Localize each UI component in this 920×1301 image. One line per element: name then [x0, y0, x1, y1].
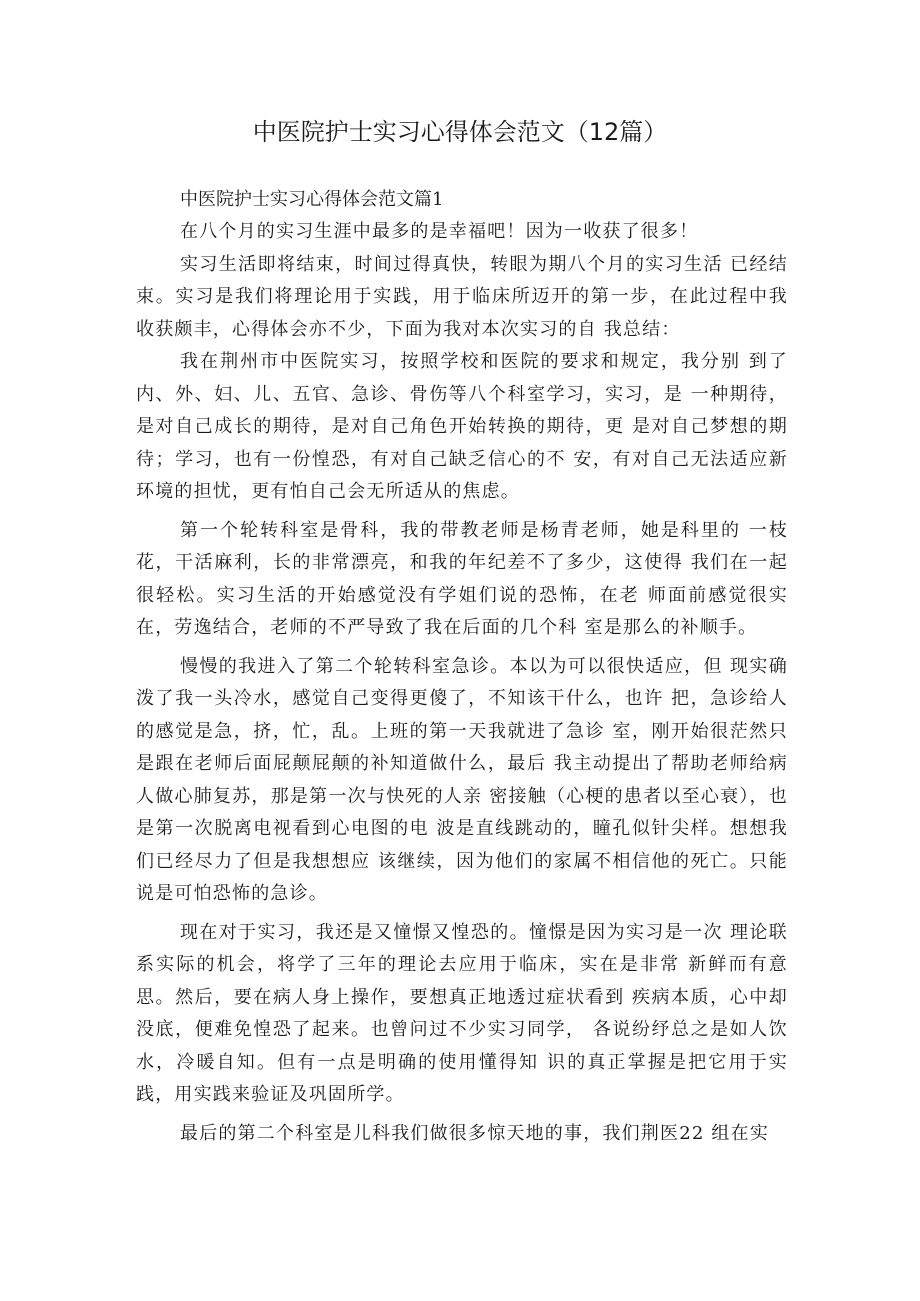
document-title: 中医院护士实习心得体会范文（12篇） — [252, 118, 668, 146]
document-body — [136, 184, 788, 1156]
section-heading: 中医院护士实习心得体会范文篇1 — [180, 189, 444, 210]
paragraph-7: 最后的第二个科室是儿科我们做很多惊天地的事，我们荆医22 组在实 — [180, 1122, 770, 1144]
paragraph-1: 在八个月的实习生涯中最多的是幸福吧！因为一收获了很多！ — [180, 221, 699, 242]
paragraph-4: 第一个轮转科室是骨科，我的带教老师是杨青老师，她是科里的 一枝花，干活麻利，长的非常漂亮，和我的年纪差不了多少，这使得 我们在一起很轻松。实习生活的开始感觉没有学姐们说的恐怖，在老 师面前感觉很实在，劳逸结合，老师的不严导致了我在后面的几个科 室是那么的补顺手。 — [136, 519, 788, 638]
paragraph-3: 我在荆州市中医院实习，按照学校和医院的要求和规定，我分别 到了内、外、妇、儿、五官、急诊、骨伤等八个科室学习，实习，是 一种期待，是对自己成长的期待，是对自己角色开始转换的期待，更 是对自己梦想的期待；学习，也有一份惶恐，有对自己缺乏信心的不 安，有对自己无法适应新环境的担忧，更有怕自己会无所适从的焦虑。 — [136, 351, 788, 502]
paragraph-5: 慢慢的我进入了第二个轮转科室急诊。本以为可以很快适应，但 现实确泼了我一头冷水，感觉自己变得更傻了，不知该干什么，也许 把，急诊给人的感觉是急，挤，忙，乱。上班的第一天我就进了急诊 室，刚开始很茫然只是跟在老师后面屁颠屁颠的补知道做什么，最后 我主动提出了帮助老师给病人做心肺复苏，那是第一次与快死的人亲 密接触（心梗的患者以至心衰），也是第一次脱离电视看到心电图的电 波是直线跳动的，瞳孔似针尖样。想想我们已经尽力了但是我想想应 该继续，因为他们的家属不相信他的死亡。只能说是可怕恐怖的急诊。 — [136, 655, 788, 904]
paragraph-6: 现在对于实习，我还是又憧憬又惶恐的。憧憬是因为实习是一次 理论联系实际的机会，将学了三年的理论去应用于临床，实在是非常 新鲜而有意思。然后，要在病人身上操作，要想真正地透过症状看到 疾病本质，心中却没底，便难免惶恐了起来。也曾问过不少实习同学， 各说纷纾总之是如人饮水，冷暖自知。但有一点是明确的使用懂得知 识的真正掌握是把它用于实践，用实践来验证及巩固所学。 — [136, 921, 788, 1105]
paragraph-2: 实习生活即将结束，时间过得真快，转眼为期八个月的实习生活 已经结束。实习是我们将理论用于实践，用于临床所迈开的第一步，在此过程中我收获颇丰，心得体会亦不少，下面为我对本次实习的自 我总结： — [136, 253, 788, 340]
